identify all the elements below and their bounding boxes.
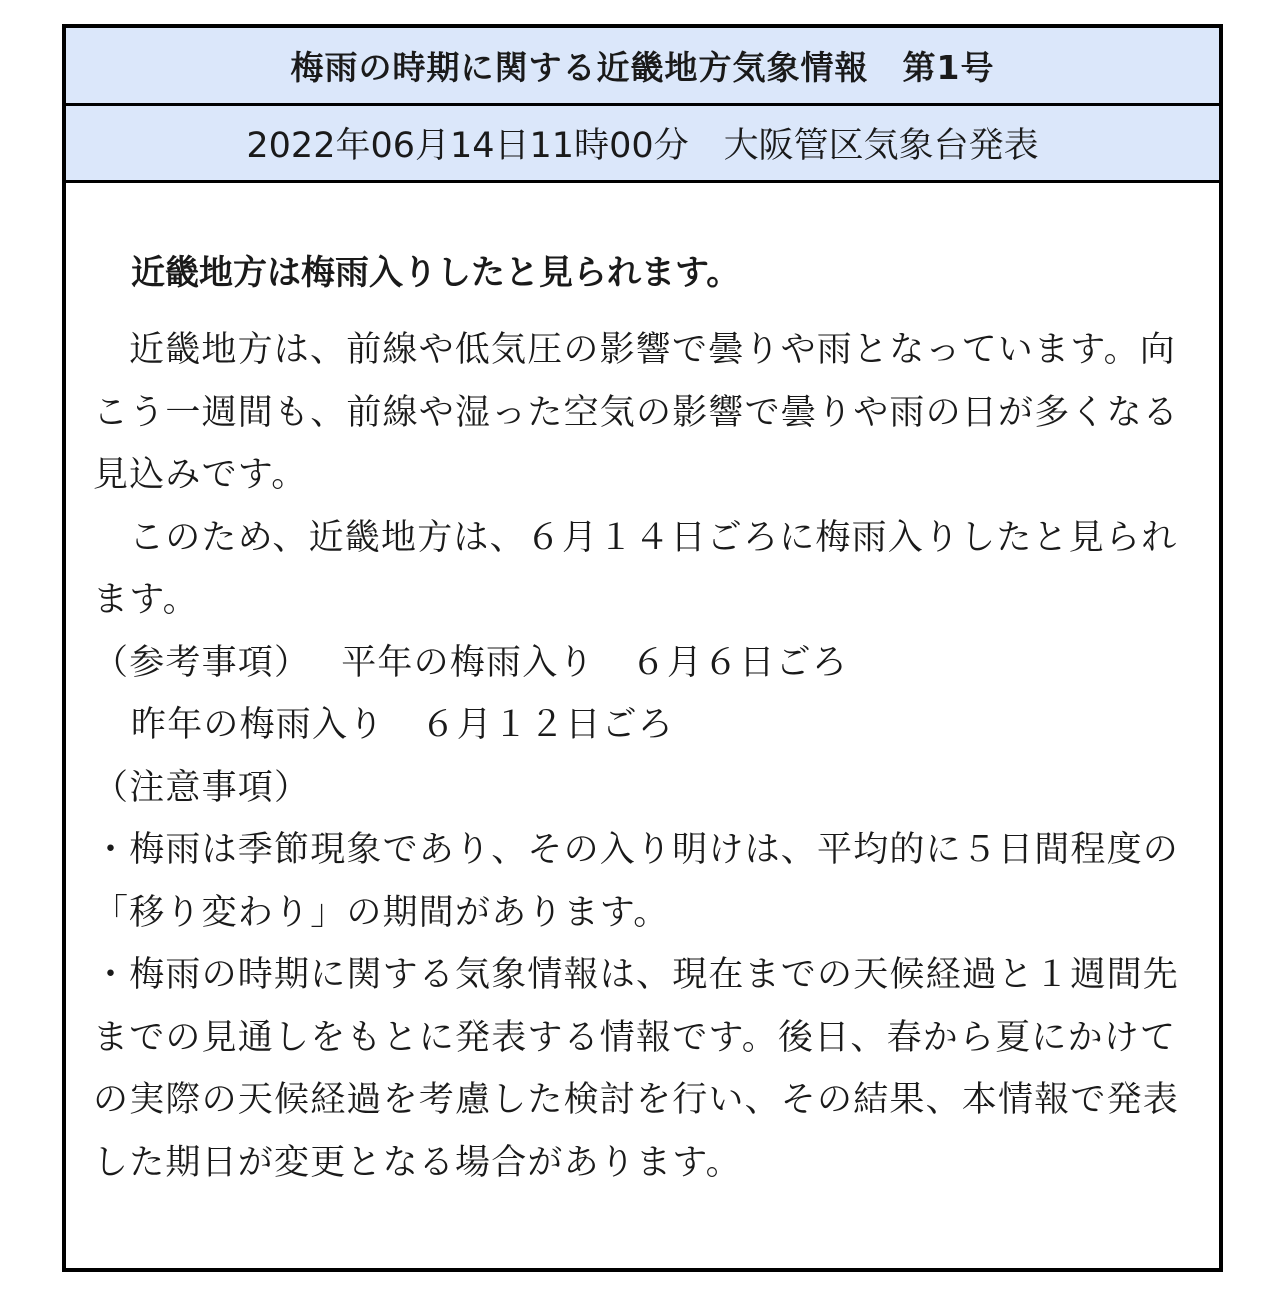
note-transition-period: ・梅雨は季節現象であり、その入り明けは、平均的に５日間程度の「移り変わり」の期間があります。 (93, 830, 1180, 933)
headline: 近畿地方は梅雨入りしたと見られます。 (131, 253, 741, 293)
paragraph-onset-announcement: このため、近畿地方は、６月１４日ごろに梅雨入りしたと見られます。 (93, 517, 1178, 620)
reference-last-year-onset: 昨年の梅雨入り ６月１２日ごろ (131, 705, 675, 745)
bulletin-body (66, 183, 1219, 1194)
bulletin-title: 梅雨の時期に関する近畿地方気象情報 第1号 (66, 28, 1219, 106)
reference-normal-onset: （参考事項） 平年の梅雨入り ６月６日ごろ (93, 642, 849, 683)
notes-heading: （注意事項） (93, 767, 311, 808)
note-date-may-change: ・梅雨の時期に関する気象情報は、現在までの天候経過と１週間先までの見通しをもとに発表する情報です。後日、春から夏にかけての実際の天候経過を考慮した検討を行い、その結果、本情報で発表した期日が変更となる場合があります。 (93, 955, 1180, 1183)
paragraph-current-conditions: 近畿地方は、前線や低気圧の影響で曇りや雨となっています。向こう一週間も、前線や湿った空気の影響で曇りや雨の日が多くなる見込みです。 (93, 330, 1180, 495)
bulletin-frame (62, 24, 1223, 1272)
body-text (93, 319, 1199, 1194)
issued-timestamp: 2022年06月14日11時00分 大阪管区気象台発表 (66, 106, 1219, 183)
